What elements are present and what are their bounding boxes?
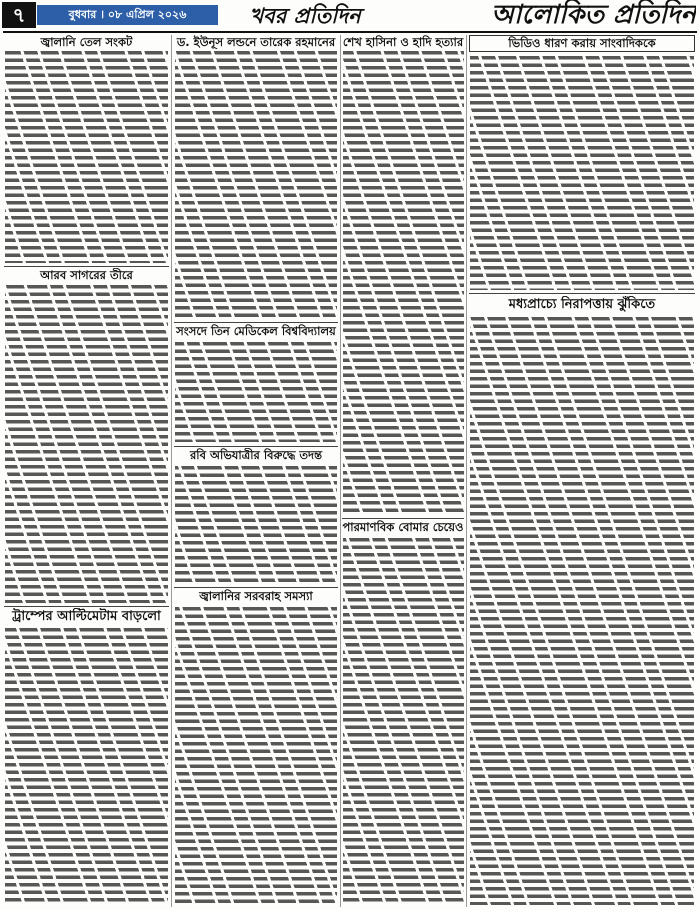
headline-middle-east-security: মধ্যপ্রাচ্যে নিরাপত্তায় ঝুঁকিতে (508, 297, 656, 312)
headline-fuel-oil-crisis: জ্বালানি তেল সংকট (40, 35, 133, 49)
article-body (175, 342, 337, 442)
article-body (175, 607, 337, 905)
article-body (175, 51, 337, 317)
headline-fuel-supply-problem: জ্বালানির সরবরাহ সমস্যা (199, 589, 313, 603)
article-divider (4, 266, 169, 267)
section-title: খবর প্রতিদিন (249, 3, 361, 28)
article-divider (174, 322, 338, 323)
headline-journalist-video: ভিডিও ধারণ করায় সাংবাদিককে (469, 35, 695, 52)
masthead: আলোকিত প্রতিদিন (491, 0, 696, 30)
article-body (5, 628, 168, 905)
article-body (5, 51, 168, 263)
headline-more-than-atomic-bomb: পারমাণবিক বোমার চেয়েও (342, 520, 464, 534)
headline-arabian-sea: আরব সাগরের তীরে (40, 268, 133, 282)
column-rule (340, 35, 341, 907)
article-divider (174, 446, 338, 447)
header-rule (3, 31, 697, 33)
article-body (470, 56, 694, 290)
column-rule (466, 35, 467, 907)
date-band: বুধবার । ০৮ এপ্রিল ২০২৬ (37, 5, 218, 25)
article-body (175, 466, 337, 583)
article-body (470, 317, 694, 905)
article-divider (174, 587, 338, 588)
article-body (5, 285, 168, 603)
headline-trump-ultimatum: ট্রাম্পের আল্টিমেটাম বাড়লো (12, 609, 161, 624)
column-rule (171, 35, 172, 907)
page-number: ৭ (2, 2, 36, 28)
headline-yunus-london: ড. ইউনূস লন্ডনে তারেক রহমানের (176, 35, 336, 49)
article-body (343, 538, 464, 905)
article-divider (469, 293, 695, 294)
headline-robi-investigation: রবি অভিযাত্রীর বিরুদ্ধে তদন্ত (189, 448, 323, 462)
article-body (343, 51, 464, 515)
article-divider (342, 518, 464, 519)
headline-hasina-hadi-murder: শেখ হাসিনা ও হাদি হত্যার (342, 35, 464, 49)
headline-three-medical-universities: সংসদে তিন মেডিকেল বিশ্ববিদ্যালয় (176, 324, 336, 338)
article-divider (4, 606, 169, 607)
